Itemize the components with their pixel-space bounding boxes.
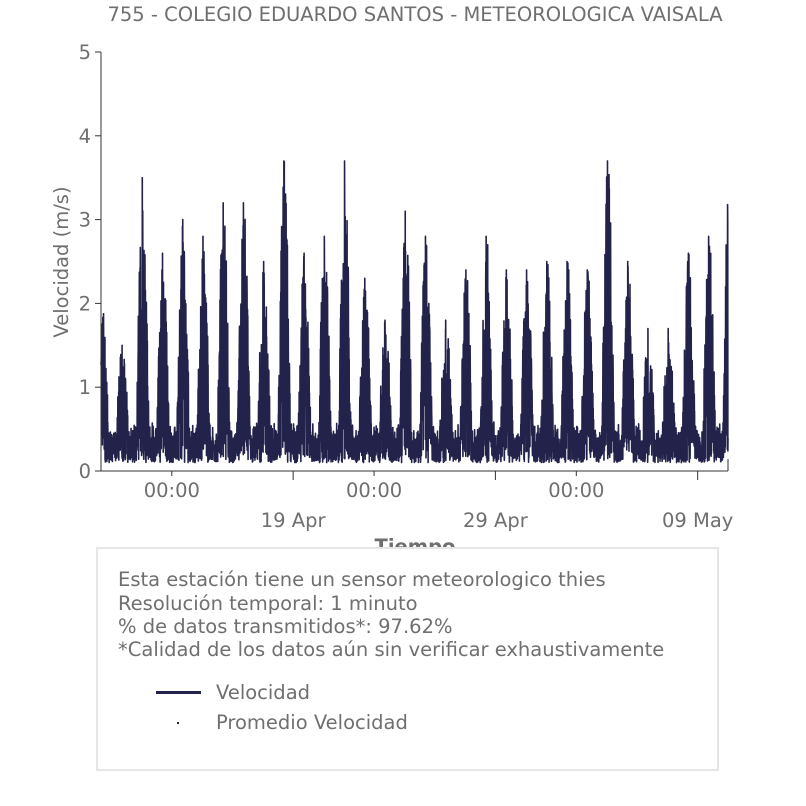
legend-label-promedio: Promedio Velocidad	[216, 711, 408, 734]
info-resolution-text: Resolución temporal: 1 minuto	[118, 592, 418, 615]
y-tick-label: 4	[78, 124, 91, 148]
x-major-tick-label: 29 Apr	[463, 509, 528, 532]
plot-area	[101, 161, 728, 463]
y-tick-label: 1	[78, 376, 91, 400]
y-tick-label: 5	[78, 41, 91, 64]
series-line-velocidad	[101, 161, 728, 463]
x-minor-tick-label: 00:00	[345, 479, 403, 502]
legend-box	[96, 547, 719, 771]
y-axis-label: Velocidad (m/s)	[50, 186, 73, 338]
x-major-tick-label: 09 May	[661, 509, 734, 532]
info-percent-text: % de datos transmitidos*: 97.62%	[118, 615, 453, 638]
legend-item-velocidad[interactable]	[156, 681, 556, 705]
x-minor-tick-label: 00:00	[548, 479, 605, 502]
chart-text	[50, 3, 733, 558]
info-sensor-text: Esta estación tiene un sensor meteorologico thies	[118, 568, 606, 591]
legend-label-velocidad: Velocidad	[216, 681, 311, 704]
y-tick-label: 3	[78, 208, 91, 232]
info-quality-text: *Calidad de los datos aún sin verificar exhaustivamente	[118, 638, 665, 661]
x-minor-tick-label: 00:00	[143, 479, 200, 502]
y-tick-label: 2	[78, 292, 91, 316]
x-major-tick-label: 19 Apr	[260, 509, 326, 532]
y-tick-label: 0	[78, 460, 91, 483]
legend-item-promedio[interactable]	[156, 711, 556, 735]
legend-dot-icon	[177, 722, 179, 724]
chart-title: 755 - COLEGIO EDUARDO SANTOS - METEOROLOGICA VAISALA	[107, 3, 723, 26]
legend-line-icon	[156, 691, 201, 694]
